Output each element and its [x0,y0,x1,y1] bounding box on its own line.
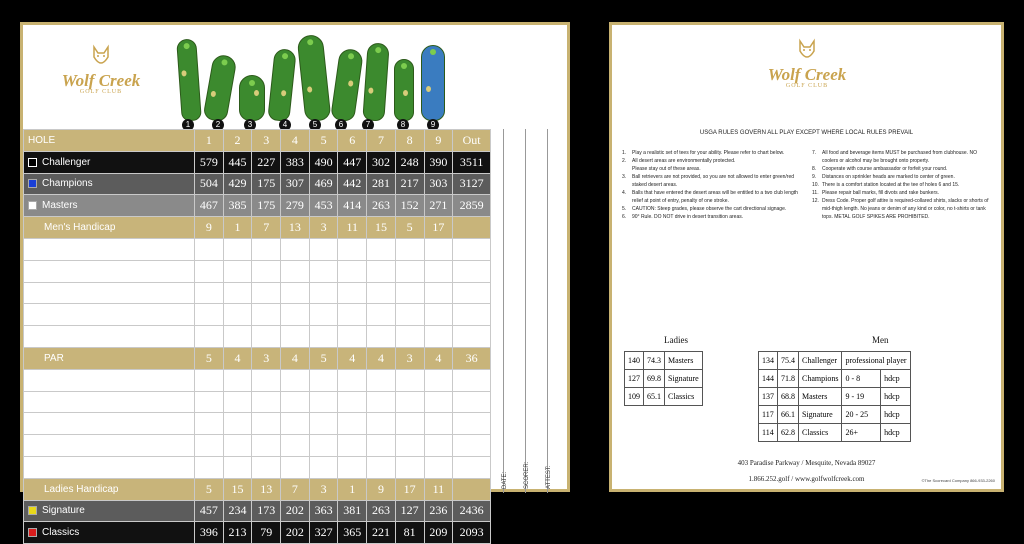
yardage-cell: 248 [395,151,424,173]
hole-3-diagram [239,75,265,121]
score-row [24,238,491,260]
out-label: Out [453,130,491,152]
date-line[interactable] [502,129,508,493]
hole-6-diagram [330,48,364,123]
score-row [24,260,491,282]
handicap-cell: 13 [281,217,310,239]
total-cell: 3127 [453,173,491,195]
handicap-cell: 5 [195,478,224,500]
tee-label: Challenger [42,156,91,168]
row-label: Men's Handicap [24,217,195,239]
yardage-cell: 414 [338,195,367,217]
total-cell: 2436 [453,500,491,522]
hole-6-marker: 6 [335,119,347,131]
total-cell: 3511 [453,151,491,173]
hole-label: HOLE [24,130,195,152]
yardage-cell: 390 [424,151,453,173]
handicap-cell: 3 [309,478,338,500]
yardage-cell: 152 [395,195,424,217]
hole-2-marker: 2 [212,119,224,131]
scorecard-back [609,22,1004,492]
par-cell: 4 [424,347,453,369]
yardage-cell: 81 [395,522,424,544]
tee-row-champions [24,173,491,195]
yardage-cell: 221 [367,522,396,544]
tee-row-masters [24,195,491,217]
logo-subtitle: GOLF CLUB [79,89,123,95]
total-cell: 36 [453,347,491,369]
tee-color-swatch [28,179,37,188]
handicap-cell: 15 [367,217,396,239]
yardage-cell: 213 [223,522,252,544]
yardage-cell: 234 [223,500,252,522]
hole-2-diagram [202,53,237,122]
yardage-cell: 381 [338,500,367,522]
rule-item: 4. Balls that have entered the desert areas will be entitled to a two club length relief at point of entry, penalty of one stroke. [622,190,798,204]
handicap-cell: 1 [338,478,367,500]
hole-7-diagram [362,42,389,121]
yardage-cell: 202 [281,522,310,544]
logo-name: Wolf Creek [61,71,141,90]
rule-item: 1. Play a realistic set of tees for your ability. Please refer to chart below. [622,150,785,156]
men-rating-table [758,351,911,442]
hole-number: 5 [309,130,338,152]
tee-color-swatch [28,158,37,167]
ladies-handicap-row [24,478,491,500]
yardage-cell: 127 [395,500,424,522]
rule-item: Please stay out of these areas. [632,166,701,172]
yardage-cell: 279 [281,195,310,217]
rating-row: 137 68.8 Masters 9 - 19 hdcp [759,388,911,406]
rating-row: 117 66.1 Signature 20 - 25 hdcp [759,406,911,424]
par-cell: 3 [252,347,281,369]
hole-9-diagram [421,45,445,121]
wolf-icon [86,43,116,73]
hole-number: 3 [252,130,281,152]
hole-9-marker: 9 [427,119,439,131]
rule-item: 8. Cooperate with course ambassador or forfeit your round. [812,166,948,172]
score-row [24,413,491,435]
hole-8-diagram [394,59,414,121]
yardage-cell: 175 [252,173,281,195]
rule-item: 10. There is a comfort station located at the tee of holes 6 and 15. [812,182,960,188]
handicap-cell: 13 [252,478,281,500]
course-contact[interactable]: 1.866.252.golf / www.golfwolfcreek.com [748,475,865,483]
yardage-cell: 447 [338,151,367,173]
hole-4-marker: 4 [279,119,291,131]
date-label: DATE: [502,471,508,489]
rules-heading: USGA RULES GOVERN ALL PLAY EXCEPT WHERE LOCAL RULES PREVAIL [699,130,914,136]
yardage-cell: 173 [252,500,281,522]
score-row [24,435,491,457]
handicap-cell: 7 [281,478,310,500]
score-row [24,391,491,413]
hole-header-row [24,130,491,152]
yardage-cell: 236 [424,500,453,522]
handicap-cell: 15 [223,478,252,500]
tee-color-swatch [28,201,37,210]
hole-4-diagram [267,48,296,122]
yardage-cell: 396 [195,522,224,544]
hole-number: 6 [338,130,367,152]
rating-row: 144 71.8 Champions 0 - 8 hdcp [759,370,911,388]
rules-list-right [812,149,992,221]
wolf-creek-logo [757,37,857,89]
tee-label: Signature [42,505,85,517]
handicap-cell: 1 [223,217,252,239]
wolf-icon [792,37,822,67]
rating-row: 134 75.4 Challenger professional player [759,352,911,370]
yardage-cell: 302 [367,151,396,173]
score-row [24,304,491,326]
hole-number: 2 [223,130,252,152]
yardage-cell: 79 [252,522,281,544]
yardage-cell: 263 [367,195,396,217]
handicap-cell: 9 [195,217,224,239]
scorecard-front [20,22,570,540]
par-cell: 4 [223,347,252,369]
hole-diagrams [175,31,450,131]
score-row [24,282,491,304]
tee-row-signature [24,500,491,522]
mens-handicap-row [24,217,491,239]
handicap-cell: 11 [424,478,453,500]
hole-1-diagram [176,38,202,121]
yardage-cell: 383 [281,151,310,173]
score-row [24,369,491,391]
yardage-cell: 271 [424,195,453,217]
yardage-cell: 457 [195,500,224,522]
yardage-cell: 217 [395,173,424,195]
row-label: PAR [24,347,195,369]
logo-subtitle: GOLF CLUB [785,83,829,89]
scorer-line[interactable] [524,129,530,493]
par-cell: 3 [395,347,424,369]
yardage-cell: 363 [309,500,338,522]
total-cell [453,478,491,500]
score-row [24,456,491,478]
hole-number: 1 [195,130,224,152]
yardage-cell: 467 [195,195,224,217]
par-cell: 5 [309,347,338,369]
handicap-cell: 5 [395,217,424,239]
yardage-cell: 490 [309,151,338,173]
scorecard-table [23,129,491,544]
yardage-cell: 227 [252,151,281,173]
rule-item: 7. All food and beverage items MUST be purchased from clubhouse. NO coolers or alcohol may be brought onto property. [812,150,977,164]
yardage-cell: 429 [223,173,252,195]
wolf-creek-logo [51,43,151,95]
tee-label: Champions [42,178,93,190]
yardage-cell: 202 [281,500,310,522]
hole-5-diagram [297,34,332,122]
attest-line[interactable] [546,129,552,493]
tee-label: Masters [42,200,78,212]
handicap-cell: 17 [395,478,424,500]
hole-number: 4 [281,130,310,152]
course-address: 403 Paradise Parkway / Mesquite, Nevada 89027 [737,459,876,467]
tee-row-classics [24,522,491,544]
rule-item: 3. Ball retrievers are not provided, so you are not allowed to enter green/red staked desert areas. [622,174,795,188]
par-cell: 4 [367,347,396,369]
par-cell: 4 [281,347,310,369]
total-cell: 2859 [453,195,491,217]
yardage-cell: 504 [195,173,224,195]
rule-item: 5. CAUTION: Steep grades, please observe the cart directional signage. [622,206,787,212]
rating-row: 109 65.1 Classics [625,388,703,406]
rating-row: 114 62.8 Classics 26+ hdcp [759,424,911,442]
rule-item: 6. 90° Rule. DO NOT drive in desert transition areas. [622,214,744,220]
hole-5-marker: 5 [309,119,321,131]
handicap-cell: 17 [424,217,453,239]
hole-number: 7 [367,130,396,152]
yardage-cell: 579 [195,151,224,173]
rating-row: 127 69.8 Signature [625,370,703,388]
yardage-cell: 385 [223,195,252,217]
rules-list-left [622,149,802,221]
hole-7-marker: 7 [362,119,374,131]
handicap-cell: 9 [367,478,396,500]
par-row [24,347,491,369]
total-cell [453,217,491,239]
yardage-cell: 307 [281,173,310,195]
handicap-cell: 3 [309,217,338,239]
yardage-cell: 175 [252,195,281,217]
yardage-cell: 209 [424,522,453,544]
yardage-cell: 453 [309,195,338,217]
yardage-cell: 445 [223,151,252,173]
row-label: Ladies Handicap [24,478,195,500]
hole-8-marker: 8 [397,119,409,131]
hole-3-marker: 3 [244,119,256,131]
tee-color-swatch [28,528,37,537]
yardage-cell: 281 [367,173,396,195]
rule-item: 11. Please repair ball marks, fill divots and rake bunkers. [812,190,939,196]
yardage-cell: 303 [424,173,453,195]
ladies-rating-table [624,351,703,406]
score-row [24,326,491,348]
hole-number: 8 [395,130,424,152]
rule-item: 12. Dress Code. Proper golf attire is required-collared shirts, slacks or shorts of mid-thigh length. No jeans or denim of any kind or color, no t-shirts or tank tops. METAL GOLF SPIKES ARE PROHIBITED. [812,198,989,220]
yardage-cell: 469 [309,173,338,195]
tee-label: Classics [42,527,80,539]
rule-item: 9. Distances on sprinkler heads are marked to center of green. [812,174,955,180]
scorer-label: SCORER: [524,461,530,489]
par-cell: 5 [195,347,224,369]
handicap-cell: 7 [252,217,281,239]
rating-row: 140 74.3 Masters [625,352,703,370]
yardage-cell: 442 [338,173,367,195]
rule-item: 2. All desert areas are environmentally protected. [622,158,736,164]
yardage-cell: 365 [338,522,367,544]
total-cell: 2093 [453,522,491,544]
logo-name: Wolf Creek [767,65,847,84]
hole-1-marker: 1 [182,119,194,131]
printer-credit: ©The Scorecard Company 866-933-2260 [921,478,995,483]
yardage-cell: 263 [367,500,396,522]
handicap-cell: 11 [338,217,367,239]
ladies-heading: Ladies [664,335,688,345]
hole-number: 9 [424,130,453,152]
par-cell: 4 [338,347,367,369]
attest-label: ATTEST: [546,465,552,489]
men-heading: Men [872,335,889,345]
tee-row-challenger [24,151,491,173]
yardage-cell: 327 [309,522,338,544]
